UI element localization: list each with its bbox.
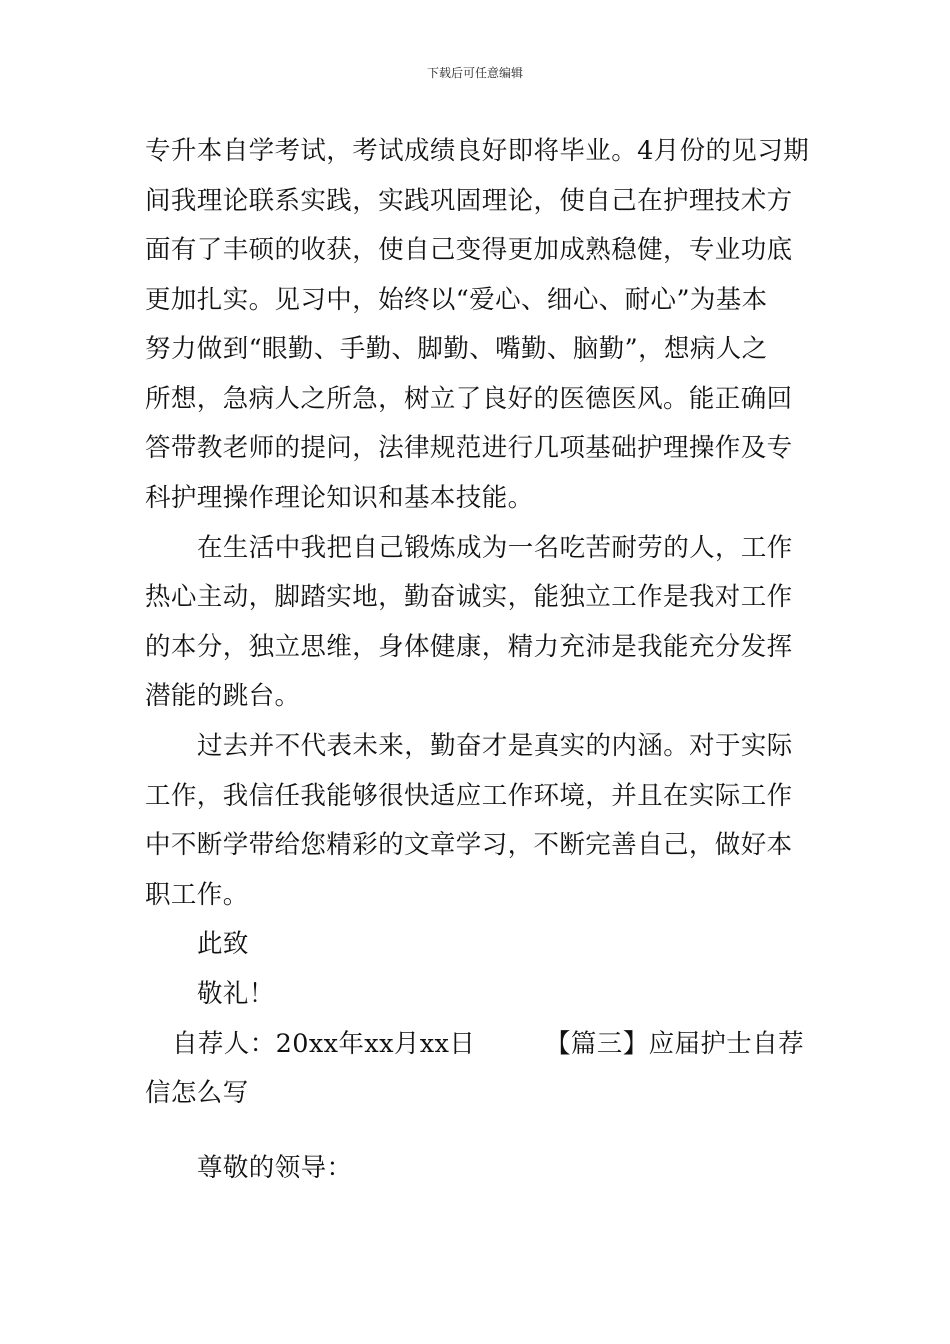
paragraph-line: 潜能的跳台。 <box>145 681 301 711</box>
paragraph-line: 热心主动，脚踏实地，勤奋诚实，能独立工作是我对工作 <box>145 582 793 612</box>
paragraph-line: 工作，我信任我能够很快适应工作环境，并且在实际工作 <box>145 781 793 811</box>
salutation: 尊敬的领导： <box>197 1153 353 1183</box>
paragraph-line: 过去并不代表未来，勤奋才是真实的内涵。对于实际 <box>197 731 793 761</box>
paragraph-line: 中不断学带给您精彩的文章学习，不断完善自己，做好本 <box>145 830 793 860</box>
paragraph-line: 答带教老师的提问，法律规范进行几项基础护理操作及专 <box>145 433 793 463</box>
paragraph-line: 所想，急病人之所急，树立了良好的医德医风。能正确回 <box>145 384 793 414</box>
next-section-title-continued: 信怎么写 <box>145 1078 249 1108</box>
paragraph-line: 面有了丰硕的收获，使自己变得更加成熟稳健，专业功底 <box>145 235 793 265</box>
closing-line: 敬礼！ <box>197 979 275 1009</box>
paragraph-line: 努力做到“眼勤、手勤、脚勤、嘴勤、脑勤”，想病人之 <box>145 334 768 364</box>
paragraph-line: 科护理操作理论知识和基本技能。 <box>145 483 534 513</box>
signature-line: 自荐人：20xx年xx月xx日 <box>172 1029 476 1059</box>
paragraph-line: 职工作。 <box>145 880 249 910</box>
next-section-title: 【篇三】应届护士自荐 <box>545 1029 805 1059</box>
paragraph-line: 间我理论联系实践，实践巩固理论，使自己在护理技术方 <box>145 186 793 216</box>
paragraph-line: 的本分，独立思维，身体健康，精力充沛是我能充分发挥 <box>145 632 793 662</box>
page-header: 下载后可任意编辑 <box>426 66 523 80</box>
closing-line: 此致 <box>197 929 249 959</box>
paragraph-line: 在生活中我把自己锻炼成为一名吃苦耐劳的人，工作 <box>197 533 793 563</box>
paragraph-line: 专升本自学考试，考试成绩良好即将毕业。4月份的见习期 <box>145 136 810 166</box>
paragraph-line: 更加扎实。见习中，始终以“爱心、细心、耐心”为基本 <box>145 285 768 315</box>
